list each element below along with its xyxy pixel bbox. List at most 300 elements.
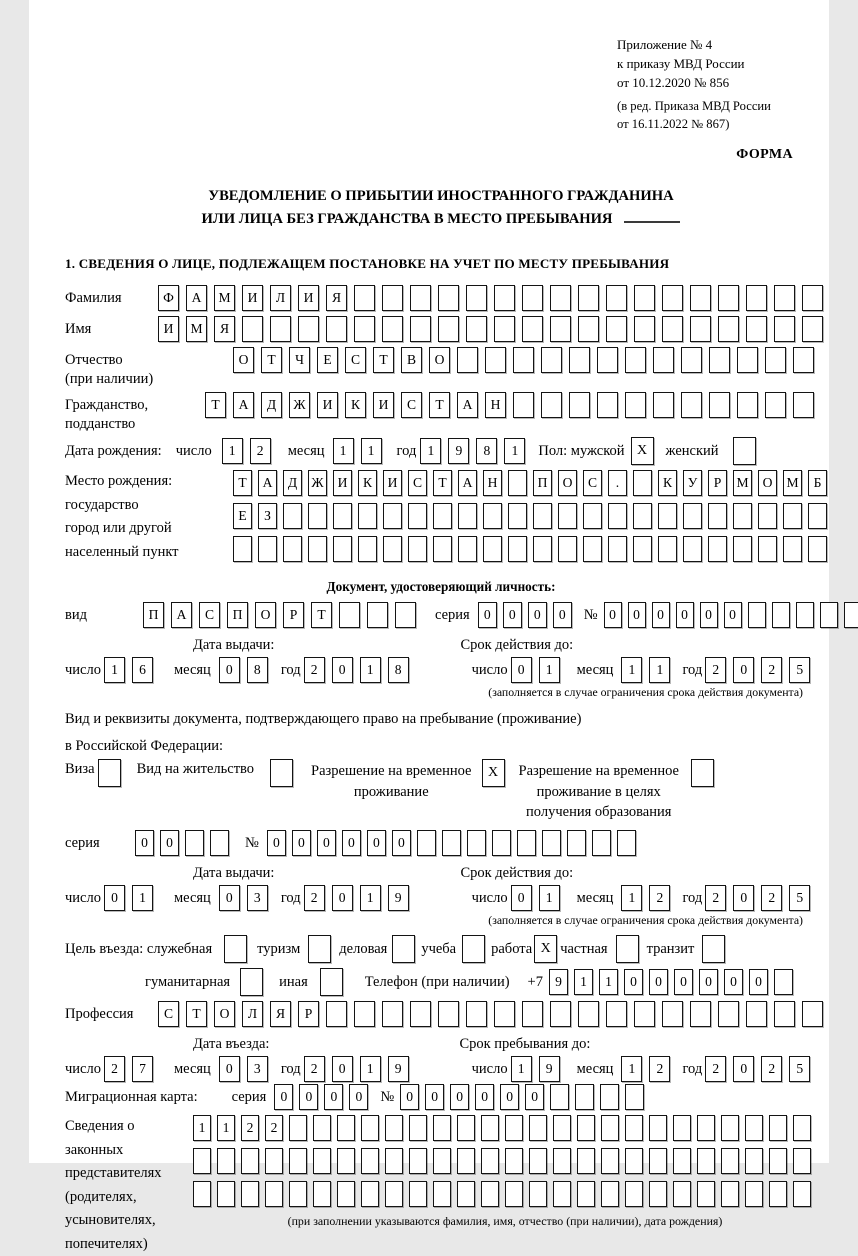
phone-number-cell[interactable]: 0: [699, 969, 718, 995]
profession-cell[interactable]: [662, 1001, 683, 1027]
legal-rep-line2-cell[interactable]: [457, 1148, 475, 1174]
firstname-cell[interactable]: [242, 316, 263, 342]
legal-rep-line1-cell[interactable]: [313, 1115, 331, 1141]
firstname-cell[interactable]: [354, 316, 375, 342]
stay-until-month-cell[interactable]: 1: [621, 1056, 642, 1082]
birthplace-line2-cell[interactable]: [358, 503, 377, 529]
citizenship-cell[interactable]: [793, 392, 814, 418]
patronymic-cell[interactable]: [485, 347, 506, 373]
legal-rep-line1-cell[interactable]: [601, 1115, 619, 1141]
phone-number-cell[interactable]: 1: [574, 969, 593, 995]
doc-type-cell[interactable]: [339, 602, 360, 628]
legal-rep-line3-cell[interactable]: [457, 1181, 475, 1207]
patronymic-cell[interactable]: О: [429, 347, 450, 373]
residence-expiry-day-cell[interactable]: 1: [539, 885, 560, 911]
patronymic-cell[interactable]: [541, 347, 562, 373]
doc-type-cell[interactable]: О: [255, 602, 276, 628]
legal-rep-line1-cell[interactable]: [625, 1115, 643, 1141]
stay-until-year-cell[interactable]: 2: [761, 1056, 782, 1082]
purpose-humanitarian-checkbox[interactable]: [240, 968, 263, 996]
residence-issue-year-cell[interactable]: 9: [388, 885, 409, 911]
birthplace-line1-cell[interactable]: Т: [233, 470, 252, 496]
legal-rep-line2-cell[interactable]: [745, 1148, 763, 1174]
phone-number-cell[interactable]: 0: [624, 969, 643, 995]
entry-year-cell[interactable]: 9: [388, 1056, 409, 1082]
firstname-cell[interactable]: [662, 316, 683, 342]
purpose-transit-checkbox[interactable]: [702, 935, 725, 963]
citizenship-cell[interactable]: [765, 392, 786, 418]
birthplace-line1-cell[interactable]: А: [458, 470, 477, 496]
patronymic-cell[interactable]: [793, 347, 814, 373]
firstname-cell[interactable]: [438, 316, 459, 342]
birthplace-line1-cell[interactable]: Р: [708, 470, 727, 496]
birthplace-line3-cell[interactable]: [683, 536, 702, 562]
legal-rep-line2-cell[interactable]: [793, 1148, 811, 1174]
profession-cell[interactable]: [382, 1001, 403, 1027]
birth-year-cell[interactable]: 1: [504, 438, 525, 464]
residence-doc-number-cell[interactable]: [492, 830, 511, 856]
temp-residence-checkbox[interactable]: X: [482, 759, 505, 787]
legal-rep-line2-cell[interactable]: [217, 1148, 235, 1174]
phone-number-cell[interactable]: [774, 969, 793, 995]
birth-day-cell[interactable]: 2: [250, 438, 271, 464]
residence-doc-number-cell[interactable]: 0: [367, 830, 386, 856]
doc-issue-year-cell[interactable]: 2: [304, 657, 325, 683]
residence-doc-series-cell[interactable]: 0: [160, 830, 179, 856]
legal-rep-line3-cell[interactable]: [769, 1181, 787, 1207]
legal-rep-line1-cell[interactable]: [289, 1115, 307, 1141]
residence-doc-series-cell[interactable]: [210, 830, 229, 856]
surname-cell[interactable]: И: [242, 285, 263, 311]
residence-doc-number-cell[interactable]: 0: [292, 830, 311, 856]
citizenship-cell[interactable]: С: [401, 392, 422, 418]
firstname-cell[interactable]: [298, 316, 319, 342]
phone-number-cell[interactable]: 0: [724, 969, 743, 995]
birthplace-line2-cell[interactable]: [408, 503, 427, 529]
doc-type-cell[interactable]: А: [171, 602, 192, 628]
firstname-cell[interactable]: [522, 316, 543, 342]
residence-expiry-month-cell[interactable]: 2: [649, 885, 670, 911]
citizenship-cell[interactable]: [681, 392, 702, 418]
surname-cell[interactable]: [410, 285, 431, 311]
birthplace-line2-cell[interactable]: З: [258, 503, 277, 529]
residence-issue-month-cell[interactable]: 0: [219, 885, 240, 911]
legal-rep-line1-cell[interactable]: [505, 1115, 523, 1141]
birthplace-line1-cell[interactable]: С: [408, 470, 427, 496]
surname-cell[interactable]: [662, 285, 683, 311]
birthplace-line3-cell[interactable]: [808, 536, 827, 562]
birthplace-line3-cell[interactable]: [383, 536, 402, 562]
patronymic-cell[interactable]: [513, 347, 534, 373]
citizenship-cell[interactable]: Т: [429, 392, 450, 418]
firstname-cell[interactable]: [746, 316, 767, 342]
legal-rep-line3-cell[interactable]: [385, 1181, 403, 1207]
surname-cell[interactable]: [578, 285, 599, 311]
citizenship-cell[interactable]: К: [345, 392, 366, 418]
residence-expiry-year-cell[interactable]: 2: [761, 885, 782, 911]
profession-cell[interactable]: [746, 1001, 767, 1027]
migration-card-series-cell[interactable]: 0: [274, 1084, 293, 1110]
legal-rep-line1-cell[interactable]: [529, 1115, 547, 1141]
birthplace-line3-cell[interactable]: [733, 536, 752, 562]
legal-rep-line3-cell[interactable]: [697, 1181, 715, 1207]
migration-card-number-cell[interactable]: [550, 1084, 569, 1110]
residence-issue-year-cell[interactable]: 0: [332, 885, 353, 911]
birth-year-cell[interactable]: 8: [476, 438, 497, 464]
legal-rep-line1-cell[interactable]: [433, 1115, 451, 1141]
phone-number-cell[interactable]: 9: [549, 969, 568, 995]
legal-rep-line2-cell[interactable]: [673, 1148, 691, 1174]
legal-rep-line3-cell[interactable]: [625, 1181, 643, 1207]
surname-cell[interactable]: [634, 285, 655, 311]
legal-rep-line1-cell[interactable]: [673, 1115, 691, 1141]
citizenship-cell[interactable]: [541, 392, 562, 418]
doc-expiry-year-cell[interactable]: 2: [705, 657, 726, 683]
firstname-cell[interactable]: [326, 316, 347, 342]
birthplace-line3-cell[interactable]: [558, 536, 577, 562]
legal-rep-line2-cell[interactable]: [505, 1148, 523, 1174]
doc-type-cell[interactable]: П: [143, 602, 164, 628]
citizenship-cell[interactable]: Ж: [289, 392, 310, 418]
legal-rep-line2-cell[interactable]: [289, 1148, 307, 1174]
residence-permit-checkbox[interactable]: [270, 759, 293, 787]
legal-rep-line2-cell[interactable]: [529, 1148, 547, 1174]
phone-number-cell[interactable]: 0: [649, 969, 668, 995]
legal-rep-line3-cell[interactable]: [433, 1181, 451, 1207]
surname-cell[interactable]: М: [214, 285, 235, 311]
legal-rep-line3-cell[interactable]: [553, 1181, 571, 1207]
citizenship-cell[interactable]: А: [457, 392, 478, 418]
entry-day-cell[interactable]: 2: [104, 1056, 125, 1082]
doc-number-cell[interactable]: 0: [628, 602, 646, 628]
legal-rep-line3-cell[interactable]: [529, 1181, 547, 1207]
stay-until-day-cell[interactable]: 9: [539, 1056, 560, 1082]
legal-rep-line3-cell[interactable]: [577, 1181, 595, 1207]
residence-expiry-year-cell[interactable]: 0: [733, 885, 754, 911]
birth-month-cell[interactable]: 1: [333, 438, 354, 464]
firstname-cell[interactable]: [466, 316, 487, 342]
legal-rep-line2-cell[interactable]: [601, 1148, 619, 1174]
surname-cell[interactable]: Ф: [158, 285, 179, 311]
citizenship-cell[interactable]: [653, 392, 674, 418]
profession-cell[interactable]: [774, 1001, 795, 1027]
profession-cell[interactable]: Т: [186, 1001, 207, 1027]
legal-rep-line2-cell[interactable]: [241, 1148, 259, 1174]
legal-rep-line3-cell[interactable]: [361, 1181, 379, 1207]
doc-number-cell[interactable]: [748, 602, 766, 628]
migration-card-number-cell[interactable]: 0: [475, 1084, 494, 1110]
legal-rep-line2-cell[interactable]: [721, 1148, 739, 1174]
doc-type-cell[interactable]: [367, 602, 388, 628]
birthplace-line3-cell[interactable]: [358, 536, 377, 562]
legal-rep-line3-cell[interactable]: [793, 1181, 811, 1207]
birthplace-line2-cell[interactable]: [433, 503, 452, 529]
birthplace-line3-cell[interactable]: [533, 536, 552, 562]
legal-rep-line3-cell[interactable]: [193, 1181, 211, 1207]
patronymic-cell[interactable]: Ч: [289, 347, 310, 373]
residence-expiry-year-cell[interactable]: 2: [705, 885, 726, 911]
surname-cell[interactable]: А: [186, 285, 207, 311]
migration-card-number-cell[interactable]: 0: [525, 1084, 544, 1110]
birthplace-line3-cell[interactable]: [258, 536, 277, 562]
patronymic-cell[interactable]: С: [345, 347, 366, 373]
patronymic-cell[interactable]: [457, 347, 478, 373]
legal-rep-line3-cell[interactable]: [601, 1181, 619, 1207]
purpose-work-checkbox[interactable]: X: [534, 935, 557, 963]
birthplace-line2-cell[interactable]: [708, 503, 727, 529]
entry-day-cell[interactable]: 7: [132, 1056, 153, 1082]
firstname-cell[interactable]: Я: [214, 316, 235, 342]
legal-rep-line1-cell[interactable]: [577, 1115, 595, 1141]
birthplace-line1-cell[interactable]: [633, 470, 652, 496]
birthplace-line3-cell[interactable]: [658, 536, 677, 562]
residence-doc-number-cell[interactable]: 0: [342, 830, 361, 856]
legal-rep-line3-cell[interactable]: [217, 1181, 235, 1207]
migration-card-series-cell[interactable]: 0: [324, 1084, 343, 1110]
temp-residence-edu-checkbox[interactable]: [691, 759, 714, 787]
profession-cell[interactable]: С: [158, 1001, 179, 1027]
legal-rep-line2-cell[interactable]: [385, 1148, 403, 1174]
residence-doc-number-cell[interactable]: [467, 830, 486, 856]
birthplace-line1-cell[interactable]: У: [683, 470, 702, 496]
doc-type-cell[interactable]: Р: [283, 602, 304, 628]
purpose-official-checkbox[interactable]: [224, 935, 247, 963]
firstname-cell[interactable]: [774, 316, 795, 342]
residence-doc-number-cell[interactable]: [442, 830, 461, 856]
doc-series-cell[interactable]: 0: [528, 602, 547, 628]
birthplace-line3-cell[interactable]: [408, 536, 427, 562]
firstname-cell[interactable]: [550, 316, 571, 342]
legal-rep-line2-cell[interactable]: [625, 1148, 643, 1174]
residence-doc-number-cell[interactable]: 0: [392, 830, 411, 856]
patronymic-cell[interactable]: [569, 347, 590, 373]
firstname-cell[interactable]: М: [186, 316, 207, 342]
birthplace-line1-cell[interactable]: Т: [433, 470, 452, 496]
legal-rep-line3-cell[interactable]: [289, 1181, 307, 1207]
doc-number-cell[interactable]: [844, 602, 858, 628]
legal-rep-line3-cell[interactable]: [313, 1181, 331, 1207]
birthplace-line1-cell[interactable]: .: [608, 470, 627, 496]
legal-rep-line2-cell[interactable]: [193, 1148, 211, 1174]
entry-month-cell[interactable]: 3: [247, 1056, 268, 1082]
surname-cell[interactable]: [802, 285, 823, 311]
migration-card-number-cell[interactable]: [575, 1084, 594, 1110]
residence-doc-number-cell[interactable]: [617, 830, 636, 856]
citizenship-cell[interactable]: [597, 392, 618, 418]
profession-cell[interactable]: [494, 1001, 515, 1027]
migration-card-number-cell[interactable]: 0: [425, 1084, 444, 1110]
doc-number-cell[interactable]: 0: [724, 602, 742, 628]
birthplace-line1-cell[interactable]: А: [258, 470, 277, 496]
patronymic-cell[interactable]: [597, 347, 618, 373]
surname-cell[interactable]: [494, 285, 515, 311]
surname-cell[interactable]: Л: [270, 285, 291, 311]
profession-cell[interactable]: [326, 1001, 347, 1027]
citizenship-cell[interactable]: [737, 392, 758, 418]
migration-card-number-cell[interactable]: [600, 1084, 619, 1110]
entry-year-cell[interactable]: 2: [304, 1056, 325, 1082]
legal-rep-line1-cell[interactable]: [697, 1115, 715, 1141]
surname-cell[interactable]: [438, 285, 459, 311]
legal-rep-line2-cell[interactable]: [433, 1148, 451, 1174]
firstname-cell[interactable]: [578, 316, 599, 342]
profession-cell[interactable]: Р: [298, 1001, 319, 1027]
legal-rep-line1-cell[interactable]: [385, 1115, 403, 1141]
citizenship-cell[interactable]: [709, 392, 730, 418]
legal-rep-line1-cell[interactable]: [409, 1115, 427, 1141]
firstname-cell[interactable]: [690, 316, 711, 342]
birthplace-line2-cell[interactable]: [558, 503, 577, 529]
purpose-tourism-checkbox[interactable]: [308, 935, 331, 963]
profession-cell[interactable]: [578, 1001, 599, 1027]
residence-issue-month-cell[interactable]: 3: [247, 885, 268, 911]
doc-type-cell[interactable]: П: [227, 602, 248, 628]
citizenship-cell[interactable]: [513, 392, 534, 418]
legal-rep-line1-cell[interactable]: 1: [193, 1115, 211, 1141]
residence-issue-year-cell[interactable]: 1: [360, 885, 381, 911]
patronymic-cell[interactable]: [765, 347, 786, 373]
stay-until-day-cell[interactable]: 1: [511, 1056, 532, 1082]
legal-rep-line2-cell[interactable]: [577, 1148, 595, 1174]
doc-expiry-day-cell[interactable]: 0: [511, 657, 532, 683]
stay-until-year-cell[interactable]: 2: [705, 1056, 726, 1082]
birthplace-line3-cell[interactable]: [783, 536, 802, 562]
stay-until-month-cell[interactable]: 2: [649, 1056, 670, 1082]
purpose-other-checkbox[interactable]: [320, 968, 343, 996]
surname-cell[interactable]: [466, 285, 487, 311]
legal-rep-line3-cell[interactable]: [337, 1181, 355, 1207]
birthplace-line1-cell[interactable]: Н: [483, 470, 502, 496]
doc-expiry-month-cell[interactable]: 1: [649, 657, 670, 683]
citizenship-cell[interactable]: И: [373, 392, 394, 418]
doc-issue-year-cell[interactable]: 1: [360, 657, 381, 683]
legal-rep-line1-cell[interactable]: [649, 1115, 667, 1141]
profession-cell[interactable]: Я: [270, 1001, 291, 1027]
birthplace-line2-cell[interactable]: Е: [233, 503, 252, 529]
surname-cell[interactable]: [354, 285, 375, 311]
profession-cell[interactable]: [802, 1001, 823, 1027]
birthplace-line2-cell[interactable]: [633, 503, 652, 529]
profession-cell[interactable]: [522, 1001, 543, 1027]
residence-expiry-day-cell[interactable]: 0: [511, 885, 532, 911]
doc-issue-day-cell[interactable]: 6: [132, 657, 153, 683]
phone-number-cell[interactable]: 0: [674, 969, 693, 995]
birthplace-line3-cell[interactable]: [633, 536, 652, 562]
birth-month-cell[interactable]: 1: [361, 438, 382, 464]
surname-cell[interactable]: [550, 285, 571, 311]
residence-issue-day-cell[interactable]: 0: [104, 885, 125, 911]
birthplace-line1-cell[interactable]: И: [333, 470, 352, 496]
entry-year-cell[interactable]: 1: [360, 1056, 381, 1082]
citizenship-cell[interactable]: И: [317, 392, 338, 418]
residence-doc-series-cell[interactable]: 0: [135, 830, 154, 856]
birthplace-line1-cell[interactable]: О: [758, 470, 777, 496]
residence-doc-number-cell[interactable]: [542, 830, 561, 856]
legal-rep-line2-cell[interactable]: [553, 1148, 571, 1174]
doc-series-cell[interactable]: 0: [553, 602, 572, 628]
entry-month-cell[interactable]: 0: [219, 1056, 240, 1082]
legal-rep-line2-cell[interactable]: [313, 1148, 331, 1174]
residence-issue-day-cell[interactable]: 1: [132, 885, 153, 911]
profession-cell[interactable]: [606, 1001, 627, 1027]
stay-until-year-cell[interactable]: 0: [733, 1056, 754, 1082]
residence-issue-year-cell[interactable]: 2: [304, 885, 325, 911]
legal-rep-line2-cell[interactable]: [649, 1148, 667, 1174]
birthplace-line3-cell[interactable]: [608, 536, 627, 562]
profession-cell[interactable]: [690, 1001, 711, 1027]
birthplace-line3-cell[interactable]: [758, 536, 777, 562]
birthplace-line1-cell[interactable]: Ж: [308, 470, 327, 496]
profession-cell[interactable]: О: [214, 1001, 235, 1027]
legal-rep-line1-cell[interactable]: 2: [265, 1115, 283, 1141]
birthplace-line2-cell[interactable]: [333, 503, 352, 529]
legal-rep-line1-cell[interactable]: 1: [217, 1115, 235, 1141]
birthplace-line3-cell[interactable]: [583, 536, 602, 562]
legal-rep-line1-cell[interactable]: [553, 1115, 571, 1141]
legal-rep-line1-cell[interactable]: [769, 1115, 787, 1141]
birthplace-line2-cell[interactable]: [483, 503, 502, 529]
legal-rep-line1-cell[interactable]: [481, 1115, 499, 1141]
residence-expiry-month-cell[interactable]: 1: [621, 885, 642, 911]
doc-issue-month-cell[interactable]: 8: [247, 657, 268, 683]
citizenship-cell[interactable]: Д: [261, 392, 282, 418]
birthplace-line1-cell[interactable]: К: [358, 470, 377, 496]
doc-expiry-year-cell[interactable]: 5: [789, 657, 810, 683]
patronymic-cell[interactable]: О: [233, 347, 254, 373]
birthplace-line2-cell[interactable]: [283, 503, 302, 529]
birthplace-line3-cell[interactable]: [283, 536, 302, 562]
birthplace-line2-cell[interactable]: [308, 503, 327, 529]
profession-cell[interactable]: [718, 1001, 739, 1027]
doc-type-cell[interactable]: [395, 602, 416, 628]
profession-cell[interactable]: [410, 1001, 431, 1027]
birthplace-line3-cell[interactable]: [333, 536, 352, 562]
citizenship-cell[interactable]: А: [233, 392, 254, 418]
surname-cell[interactable]: [382, 285, 403, 311]
residence-doc-number-cell[interactable]: [567, 830, 586, 856]
residence-doc-number-cell[interactable]: 0: [267, 830, 286, 856]
purpose-private-checkbox[interactable]: [616, 935, 639, 963]
legal-rep-line1-cell[interactable]: [721, 1115, 739, 1141]
birth-day-cell[interactable]: 1: [222, 438, 243, 464]
surname-cell[interactable]: [718, 285, 739, 311]
male-checkbox[interactable]: X: [631, 437, 654, 465]
birth-year-cell[interactable]: 9: [448, 438, 469, 464]
birthplace-line1-cell[interactable]: [508, 470, 527, 496]
doc-expiry-year-cell[interactable]: 2: [761, 657, 782, 683]
surname-cell[interactable]: [774, 285, 795, 311]
migration-card-series-cell[interactable]: 0: [349, 1084, 368, 1110]
birthplace-line3-cell[interactable]: [708, 536, 727, 562]
firstname-cell[interactable]: [802, 316, 823, 342]
legal-rep-line1-cell[interactable]: [337, 1115, 355, 1141]
firstname-cell[interactable]: [634, 316, 655, 342]
legal-rep-line3-cell[interactable]: [745, 1181, 763, 1207]
birthplace-line3-cell[interactable]: [308, 536, 327, 562]
birthplace-line3-cell[interactable]: [458, 536, 477, 562]
doc-number-cell[interactable]: [772, 602, 790, 628]
doc-expiry-day-cell[interactable]: 1: [539, 657, 560, 683]
doc-number-cell[interactable]: 0: [700, 602, 718, 628]
birthplace-line3-cell[interactable]: [508, 536, 527, 562]
birthplace-line1-cell[interactable]: С: [583, 470, 602, 496]
patronymic-cell[interactable]: [681, 347, 702, 373]
migration-card-number-cell[interactable]: 0: [400, 1084, 419, 1110]
residence-expiry-year-cell[interactable]: 5: [789, 885, 810, 911]
legal-rep-line3-cell[interactable]: [265, 1181, 283, 1207]
doc-series-cell[interactable]: 0: [478, 602, 497, 628]
birthplace-line2-cell[interactable]: [508, 503, 527, 529]
